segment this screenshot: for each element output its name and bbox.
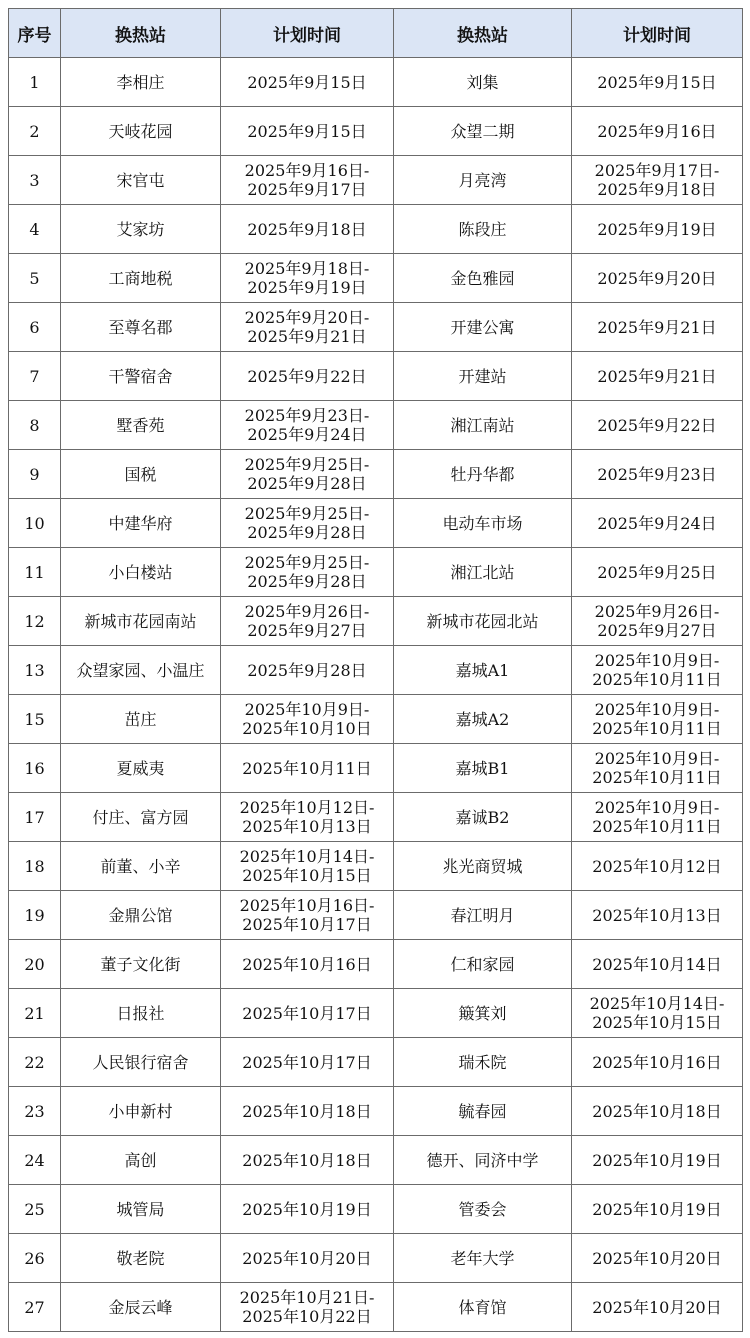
- row-time-b: 2025年9月25日: [572, 548, 743, 597]
- row-time-a: 2025年10月16日- 2025年10月17日: [221, 891, 394, 940]
- table-row: [9, 401, 743, 450]
- row-station-b: 嘉城B1: [394, 744, 572, 793]
- row-station-a: 中建华府: [61, 499, 221, 548]
- row-time-a: 2025年10月14日- 2025年10月15日: [221, 842, 394, 891]
- row-time-b: 2025年9月20日: [572, 254, 743, 303]
- row-seq: 10: [9, 499, 61, 548]
- row-time-b: 2025年10月19日: [572, 1185, 743, 1234]
- row-station-a: 工商地税: [61, 254, 221, 303]
- row-station-b: 管委会: [394, 1185, 572, 1234]
- table-row: [9, 597, 743, 646]
- row-station-b: 金色雅园: [394, 254, 572, 303]
- row-seq: 6: [9, 303, 61, 352]
- row-seq: 25: [9, 1185, 61, 1234]
- row-station-b: 毓春园: [394, 1087, 572, 1136]
- row-station-a: 众望家园、小温庄: [61, 646, 221, 695]
- row-seq: 22: [9, 1038, 61, 1087]
- row-station-a: 小白楼站: [61, 548, 221, 597]
- table-row: [9, 450, 743, 499]
- row-time-b: 2025年9月17日- 2025年9月18日: [572, 156, 743, 205]
- row-time-b: 2025年9月22日: [572, 401, 743, 450]
- row-time-a: 2025年9月18日- 2025年9月19日: [221, 254, 394, 303]
- table-row: [9, 793, 743, 842]
- row-seq: 1: [9, 58, 61, 107]
- row-time-a: 2025年9月15日: [221, 58, 394, 107]
- row-station-a: 日报社: [61, 989, 221, 1038]
- row-seq: 8: [9, 401, 61, 450]
- row-time-a: 2025年10月17日: [221, 1038, 394, 1087]
- row-station-a: 至尊名郡: [61, 303, 221, 352]
- row-seq: 27: [9, 1283, 61, 1332]
- row-time-a: 2025年10月18日: [221, 1087, 394, 1136]
- table-row: [9, 58, 743, 107]
- row-time-b: 2025年10月16日: [572, 1038, 743, 1087]
- row-time-a: 2025年10月9日- 2025年10月10日: [221, 695, 394, 744]
- row-time-a: 2025年9月25日- 2025年9月28日: [221, 548, 394, 597]
- row-time-b: 2025年10月20日: [572, 1234, 743, 1283]
- row-station-b: 众望二期: [394, 107, 572, 156]
- table-row: [9, 940, 743, 989]
- row-station-a: 金鼎公馆: [61, 891, 221, 940]
- heating-schedule-table: [8, 8, 743, 1332]
- table-row: [9, 744, 743, 793]
- row-time-b: 2025年9月19日: [572, 205, 743, 254]
- row-station-b: 新城市花园北站: [394, 597, 572, 646]
- row-seq: 21: [9, 989, 61, 1038]
- row-time-a: 2025年9月22日: [221, 352, 394, 401]
- row-station-a: 小申新村: [61, 1087, 221, 1136]
- row-station-b: 开建站: [394, 352, 572, 401]
- row-station-a: 国税: [61, 450, 221, 499]
- row-time-b: 2025年9月26日- 2025年9月27日: [572, 597, 743, 646]
- row-seq: 2: [9, 107, 61, 156]
- row-station-b: 德开、同济中学: [394, 1136, 572, 1185]
- row-station-b: 簸箕刘: [394, 989, 572, 1038]
- table-row: [9, 499, 743, 548]
- row-station-b: 仁和家园: [394, 940, 572, 989]
- row-station-a: 金辰云峰: [61, 1283, 221, 1332]
- table-row: [9, 842, 743, 891]
- row-time-b: 2025年9月16日: [572, 107, 743, 156]
- header-station-b: 换热站: [394, 9, 572, 58]
- row-station-b: 兆光商贸城: [394, 842, 572, 891]
- row-time-b: 2025年10月14日: [572, 940, 743, 989]
- row-seq: 23: [9, 1087, 61, 1136]
- header-seq: 序号: [9, 9, 61, 58]
- row-station-a: 董子文化街: [61, 940, 221, 989]
- row-time-a: 2025年10月19日: [221, 1185, 394, 1234]
- row-time-b: 2025年10月18日: [572, 1087, 743, 1136]
- row-station-a: 人民银行宿舍: [61, 1038, 221, 1087]
- row-time-a: 2025年9月26日- 2025年9月27日: [221, 597, 394, 646]
- row-time-b: 2025年10月12日: [572, 842, 743, 891]
- row-time-b: 2025年9月15日: [572, 58, 743, 107]
- row-station-a: 茁庄: [61, 695, 221, 744]
- row-seq: 20: [9, 940, 61, 989]
- row-station-a: 城管局: [61, 1185, 221, 1234]
- row-station-b: 瑞禾院: [394, 1038, 572, 1087]
- row-time-b: 2025年10月9日- 2025年10月11日: [572, 695, 743, 744]
- row-station-b: 湘江北站: [394, 548, 572, 597]
- row-time-b: 2025年10月9日- 2025年10月11日: [572, 793, 743, 842]
- table-row: [9, 1234, 743, 1283]
- table-row: [9, 548, 743, 597]
- row-seq: 17: [9, 793, 61, 842]
- table-row: [9, 303, 743, 352]
- row-station-a: 前董、小辛: [61, 842, 221, 891]
- row-time-a: 2025年9月20日- 2025年9月21日: [221, 303, 394, 352]
- row-time-b: 2025年9月23日: [572, 450, 743, 499]
- row-station-b: 陈段庄: [394, 205, 572, 254]
- row-station-b: 嘉诚B2: [394, 793, 572, 842]
- row-seq: 5: [9, 254, 61, 303]
- row-station-a: 干警宿舍: [61, 352, 221, 401]
- table-row: [9, 205, 743, 254]
- row-station-b: 体育馆: [394, 1283, 572, 1332]
- row-time-b: 2025年10月19日: [572, 1136, 743, 1185]
- row-time-a: 2025年9月28日: [221, 646, 394, 695]
- row-time-a: 2025年9月16日- 2025年9月17日: [221, 156, 394, 205]
- row-seq: 11: [9, 548, 61, 597]
- row-seq: 19: [9, 891, 61, 940]
- row-seq: 26: [9, 1234, 61, 1283]
- row-time-a: 2025年9月15日: [221, 107, 394, 156]
- row-station-a: 宋官屯: [61, 156, 221, 205]
- row-time-a: 2025年9月18日: [221, 205, 394, 254]
- row-station-b: 开建公寓: [394, 303, 572, 352]
- table-row: [9, 646, 743, 695]
- row-seq: 15: [9, 695, 61, 744]
- row-time-a: 2025年10月18日: [221, 1136, 394, 1185]
- header-time-b: 计划时间: [572, 9, 743, 58]
- row-station-a: 墅香苑: [61, 401, 221, 450]
- row-seq: 18: [9, 842, 61, 891]
- table-row: [9, 254, 743, 303]
- row-station-b: 嘉城A1: [394, 646, 572, 695]
- table-header: [9, 9, 743, 58]
- row-time-a: 2025年9月23日- 2025年9月24日: [221, 401, 394, 450]
- header-row: [9, 9, 743, 58]
- header-station-a: 换热站: [61, 9, 221, 58]
- row-station-b: 嘉城A2: [394, 695, 572, 744]
- row-time-b: 2025年9月21日: [572, 352, 743, 401]
- row-time-b: 2025年10月14日- 2025年10月15日: [572, 989, 743, 1038]
- row-station-b: 春江明月: [394, 891, 572, 940]
- row-station-b: 刘集: [394, 58, 572, 107]
- row-time-b: 2025年9月24日: [572, 499, 743, 548]
- row-seq: 9: [9, 450, 61, 499]
- row-time-b: 2025年9月21日: [572, 303, 743, 352]
- table-row: [9, 989, 743, 1038]
- row-seq: 16: [9, 744, 61, 793]
- row-time-b: 2025年10月20日: [572, 1283, 743, 1332]
- row-station-b: 牡丹华都: [394, 450, 572, 499]
- row-seq: 13: [9, 646, 61, 695]
- table-row: [9, 1283, 743, 1332]
- table-row: [9, 107, 743, 156]
- row-time-a: 2025年10月20日: [221, 1234, 394, 1283]
- header-time-a: 计划时间: [221, 9, 394, 58]
- row-station-a: 夏威夷: [61, 744, 221, 793]
- row-station-a: 天岐花园: [61, 107, 221, 156]
- row-time-a: 2025年10月12日- 2025年10月13日: [221, 793, 394, 842]
- row-station-b: 湘江南站: [394, 401, 572, 450]
- row-station-a: 李相庄: [61, 58, 221, 107]
- row-seq: 12: [9, 597, 61, 646]
- row-time-a: 2025年10月16日: [221, 940, 394, 989]
- table-row: [9, 156, 743, 205]
- row-time-a: 2025年10月11日: [221, 744, 394, 793]
- table-row: [9, 891, 743, 940]
- row-station-a: 敬老院: [61, 1234, 221, 1283]
- row-station-a: 付庄、富方园: [61, 793, 221, 842]
- row-time-a: 2025年10月21日- 2025年10月22日: [221, 1283, 394, 1332]
- row-station-b: 老年大学: [394, 1234, 572, 1283]
- row-seq: 7: [9, 352, 61, 401]
- row-time-b: 2025年10月13日: [572, 891, 743, 940]
- table-row: [9, 352, 743, 401]
- table-row: [9, 1185, 743, 1234]
- row-station-a: 艾家坊: [61, 205, 221, 254]
- row-time-a: 2025年9月25日- 2025年9月28日: [221, 450, 394, 499]
- table-row: [9, 1038, 743, 1087]
- row-time-b: 2025年10月9日- 2025年10月11日: [572, 646, 743, 695]
- table-body: [9, 58, 743, 1332]
- row-station-a: 新城市花园南站: [61, 597, 221, 646]
- table-row: [9, 695, 743, 744]
- row-seq: 4: [9, 205, 61, 254]
- row-seq: 3: [9, 156, 61, 205]
- row-time-a: 2025年10月17日: [221, 989, 394, 1038]
- table-row: [9, 1136, 743, 1185]
- row-station-a: 高创: [61, 1136, 221, 1185]
- table-row: [9, 1087, 743, 1136]
- row-time-b: 2025年10月9日- 2025年10月11日: [572, 744, 743, 793]
- row-time-a: 2025年9月25日- 2025年9月28日: [221, 499, 394, 548]
- row-station-b: 电动车市场: [394, 499, 572, 548]
- row-station-b: 月亮湾: [394, 156, 572, 205]
- row-seq: 24: [9, 1136, 61, 1185]
